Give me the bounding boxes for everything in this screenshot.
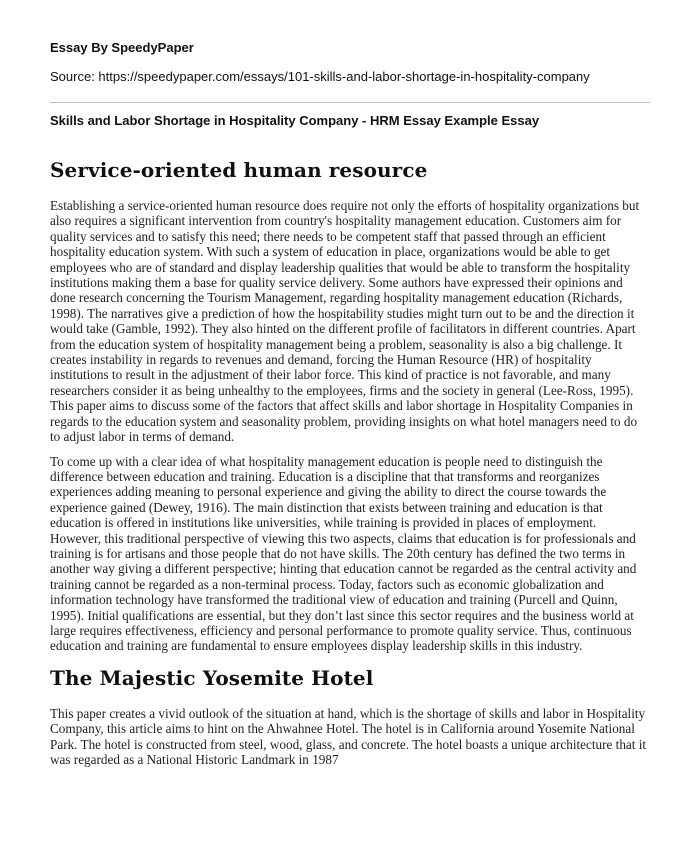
brand-label: Essay By SpeedyPaper: [50, 40, 194, 55]
header-divider: [50, 102, 650, 103]
document-title: Skills and Labor Shortage in Hospitality Company - HRM Essay Example Essay: [50, 113, 540, 128]
paragraph: Establishing a service-oriented human resource does require not only the efforts of hospitality organizations but also requires a significant intervention from country's hospitality management education. Customers aim for quality services and to satisfy this need; there needs to be competent staff that passed through an efficient hospitality education system. With such a system of education in place, organizations would be able to get employees who are of standard and display leadership qualities that would be able to transform the hospitality institutions making them a base for quality service delivery. Some authors have expressed their opinions and done research concerning the Tourism Management, regarding hospitality management education (Richards, 1998). The narratives give a prediction of how the hospitability studies might turn out to be and the direction it would take (Gamble, 1992). They also hinted on the different profile of facilitators in different countries. Apart from the education system of hospitality management being a problem, seasonality is also a big challenge. It creates instability in regards to revenues and demand, forcing the Human Resource (HR) of hospitality institutions to result in the adjustment of their labor force. This kind of practice is not favorable, and many researchers consider it as being unhealthy to the employees, firms and the society in general (Lee-Ross, 1995). This paper aims to discuss some of the factors that affect skills and labor shortage in Hospitality Companies in regards to the education system and seasonality problem, providing insights on what hotel managers need to do to adjust labor in terms of demand.: [50, 198, 640, 445]
paragraph: This paper creates a vivid outlook of the situation at hand, which is the shortage of skills and labor in Hospitality Company, this article aims to hint on the Ahwahnee Hotel. The hotel is in California around Yosemite National Park. The hotel is constructed from steel, wood, glass, and concrete. The hotel boasts a unique architecture that it was regarded as a National Historic Landmark in 1987: [50, 705, 647, 767]
section-service-oriented: [50, 158, 650, 654]
paragraph: To come up with a clear idea of what hospitality management education is people need to distinguish the difference between education and training. Education is a discipline that that transforms and reorganizes experiences adding meaning to personal experience and giving the ability to direct the course towards the experience gained (Dewey, 1916). The main distinction that exists between training and education is that education is offered in institutions like universities, while training is provided in places of employment. However, this traditional perspective of viewing this two aspects, claims that education is for professionals and training is for artisans and those people that do not have skills. The 20th century has defined the two terms in another way giving a different perspective; hinting that education cannot be regarded as the central activity and training cannot be regarded as a non-terminal process. Today, factors such as economic globalization and information technology have transformed the traditional view of education and training (Purcell and Quinn, 1995). Initial qualifications are essential, but they don’t last since this sector requires and the business world at large requires effectiveness, efficiency and personal performance to promote quality service. Thus, continuous education and training are fundamental to ensure employees display leadership skills in this industry.: [50, 453, 637, 654]
source-line: Source: https://speedypaper.com/essays/101-skills-and-labor-shortage-in-hospitality-company: [50, 69, 590, 84]
section-heading: Service-oriented human resource: [50, 158, 428, 182]
section-majestic-yosemite: [50, 666, 650, 768]
section-heading: The Majestic Yosemite Hotel: [50, 665, 374, 690]
